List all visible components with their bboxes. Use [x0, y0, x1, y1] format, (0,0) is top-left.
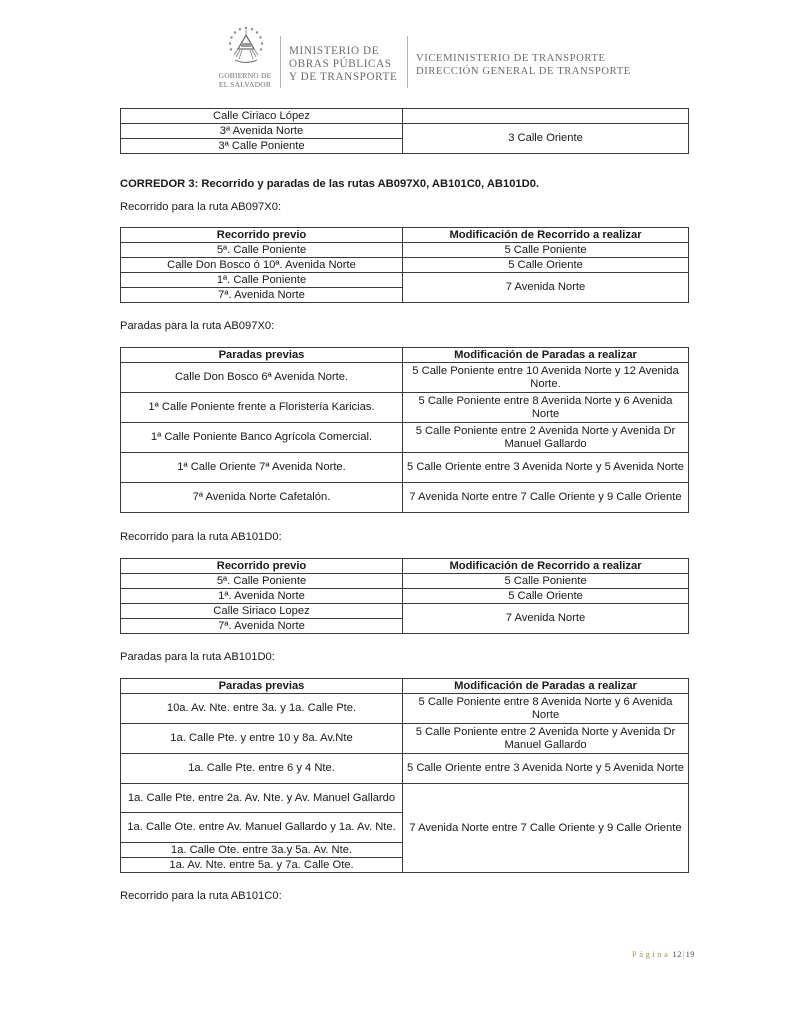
table-header-row: Recorrido previo Modificación de Recorrido a realizar: [121, 559, 689, 574]
table-row: 1a. Calle Pte. y entre 10 y 8a. Av.Nte 5 Calle Poniente entre 2 Avenida Norte y Avenida Dr Manuel Gallardo: [121, 724, 689, 754]
table-row: 7ª. Avenida Norte: [121, 619, 689, 634]
table-row: 1ª Calle Poniente frente a Floristería Karicias. 5 Calle Poniente entre 8 Avenida Norte y 6 Avenida Norte: [121, 393, 689, 423]
route-table-ab101d0: [120, 558, 689, 634]
page-footer: [632, 950, 695, 959]
table-row: Calle Ciriaco López: [121, 109, 689, 124]
table-row: 7ª. Avenida Norte: [121, 288, 689, 303]
table-row: 1ª. Calle Poniente 7 Avenida Norte: [121, 273, 689, 288]
page-word: Página: [632, 950, 671, 959]
corredor-heading: CORREDOR 3: Recorrido y paradas de las rutas AB097X0, AB101C0, AB101D0.: [120, 178, 540, 190]
table-header-row: Paradas previas Modificación de Paradas a realizar: [121, 348, 689, 363]
table-row: 10a. Av. Nte. entre 3a. y 1a. Calle Pte. 5 Calle Poniente entre 8 Avenida Norte y 6 Avenida Norte: [121, 694, 689, 724]
page-total: 19: [685, 950, 695, 959]
table-row: 1a. Av. Nte. entre 5a. y 7a. Calle Ote.: [121, 858, 689, 873]
table-row: 1a. Calle Ote. entre 3a.y 5a. Av. Nte.: [121, 843, 689, 858]
page-header: [0, 22, 791, 94]
government-name: GOBIERNO DE EL SALVADOR: [218, 71, 272, 89]
table-row: Calle Don Bosco 6ª Avenida Norte. 5 Calle Poniente entre 10 Avenida Norte y 12 Avenida Norte.: [121, 363, 689, 393]
el-salvador-coat-of-arms-icon: [222, 24, 270, 68]
table-row: 1ª. Avenida Norte 5 Calle Oriente: [121, 589, 689, 604]
header-divider: [407, 36, 408, 88]
section-label: Paradas para la ruta AB101D0:: [120, 651, 275, 663]
table-row: 1ª Calle Poniente Banco Agrícola Comercial. 5 Calle Poniente entre 2 Avenida Norte y Avenida Dr Manuel Gallardo: [121, 423, 689, 453]
table-row: 1a. Calle Ote. entre Av. Manuel Gallardo y 1a. Av. Nte.: [121, 813, 689, 843]
stops-table-ab097x0: [120, 347, 689, 513]
table-row: 5ª. Calle Poniente 5 Calle Poniente: [121, 243, 689, 258]
ministry-name: MINISTERIO DE OBRAS PÚBLICAS Y DE TRANSPORTE: [289, 45, 398, 83]
viceministry-name: VICEMINISTERIO DE TRANSPORTE DIRECCIÓN GENERAL DE TRANSPORTE: [416, 53, 631, 77]
stops-table-ab101d0: [120, 678, 689, 873]
table-row: 3ª Avenida Norte 3 Calle Oriente: [121, 124, 689, 139]
section-label: Paradas para la ruta AB097X0:: [120, 320, 275, 332]
table-header-row: Paradas previas Modificación de Paradas a realizar: [121, 679, 689, 694]
table-row: 1ª Calle Oriente 7ª Avenida Norte. 5 Calle Oriente entre 3 Avenida Norte y 5 Avenida Norte: [121, 453, 689, 483]
table-row: 3ª Calle Poniente: [121, 139, 689, 154]
table-row: 1a. Calle Pte. entre 2a. Av. Nte. y Av. Manuel Gallardo 7 Avenida Norte entre 7 Calle Oriente y 9 Calle Oriente: [121, 784, 689, 813]
table-row: 1a. Calle Pte. entre 6 y 4 Nte. 5 Calle Oriente entre 3 Avenida Norte y 5 Avenida Norte: [121, 754, 689, 784]
table-row: Calle Don Bosco ó 10ª. Avenida Norte 5 Calle Oriente: [121, 258, 689, 273]
page-separator: |: [682, 950, 685, 959]
route-table-continuation: [120, 108, 689, 154]
section-label: Recorrido para la ruta AB101D0:: [120, 531, 282, 543]
section-label: Recorrido para la ruta AB097X0:: [120, 201, 282, 213]
header-divider: [280, 36, 281, 88]
section-label: Recorrido para la ruta AB101C0:: [120, 890, 282, 902]
table-row: 7ª Avenida Norte Cafetalón. 7 Avenida Norte entre 7 Calle Oriente y 9 Calle Oriente: [121, 483, 689, 513]
table-row: 5ª. Calle Poniente 5 Calle Poniente: [121, 574, 689, 589]
table-header-row: Recorrido previo Modificación de Recorrido a realizar: [121, 228, 689, 243]
table-row: Calle Siriaco Lopez 7 Avenida Norte: [121, 604, 689, 619]
page-number: 12: [672, 950, 682, 959]
route-table-ab097x0: [120, 227, 689, 303]
